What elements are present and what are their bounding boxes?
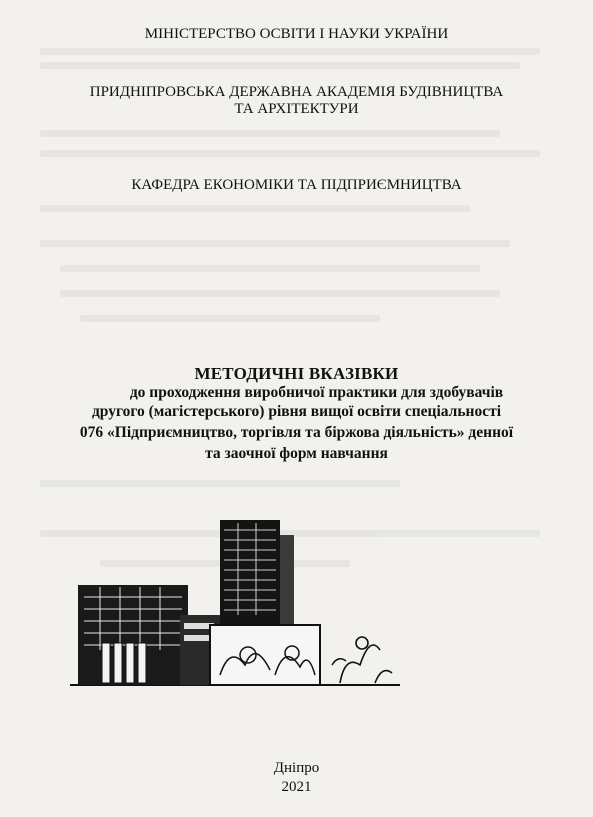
publication-year: 2021 [281,779,312,795]
document-title: МЕТОДИЧНІ ВКАЗІВКИ [194,364,399,383]
document-subtitle-line4: та заочної форм навчання [205,445,388,462]
document-subtitle-line3: 076 «Підприємництво, торгівля та біржова діяльність» денної [79,424,514,441]
department-name: КАФЕДРА ЕКОНОМІКИ ТА ПІДПРИЄМНИЦТВА [131,177,462,193]
publication-city: Дніпро [273,760,320,776]
document-subtitle-line2: другого (магістерського) рівня вищої освіти спеціальності [91,403,502,420]
academy-building-illustration [70,515,400,705]
document-subtitle-line1: до проходження виробничої практики для здобувачів [129,384,504,401]
ministry-name: МІНІСТЕРСТВО ОСВІТИ І НАУКИ УКРАЇНИ [144,26,449,42]
academy-name-line2: ТА АРХІТЕКТУРИ [234,101,359,117]
academy-name-line1: ПРИДНІПРОВСЬКА ДЕРЖАВНА АКАДЕМІЯ БУДІВНИЦТВА [89,84,504,100]
